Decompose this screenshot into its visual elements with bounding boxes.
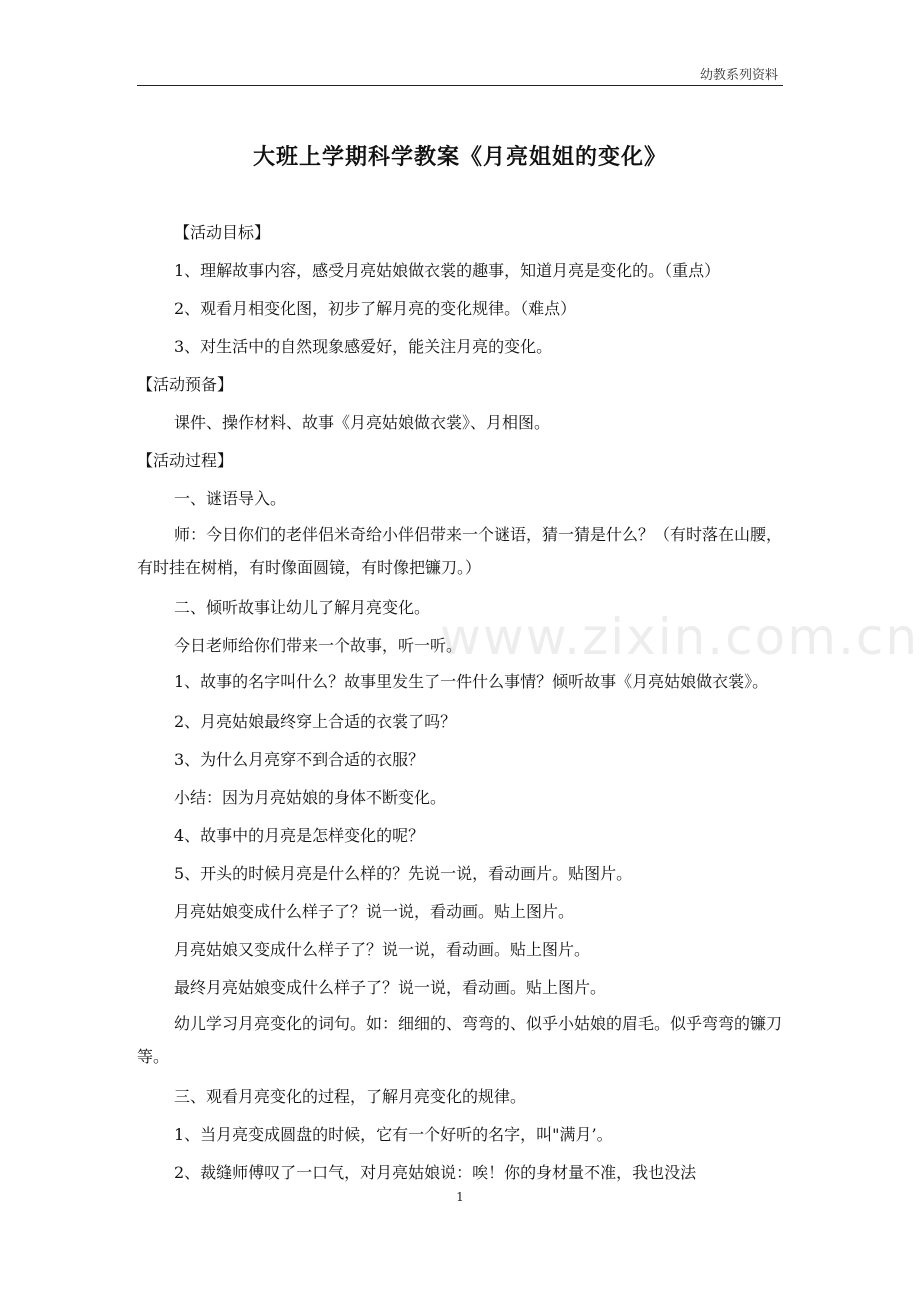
paragraph: 月亮姑娘变成什么样子了？说一说，看动画。贴上图片。	[174, 902, 575, 921]
page-number: 1	[456, 1190, 464, 1204]
paragraph: 2、裁缝师傅叹了一口气，对月亮姑娘说：唉！你的身材量不准，我也没法	[174, 1163, 697, 1182]
paragraph: 月亮姑娘又变成什么样子了？说一说，看动画。贴上图片。	[174, 940, 591, 959]
paragraph: 3、对生活中的自然现象感爱好，能关注月亮的变化。	[174, 337, 553, 356]
paragraph: 2、月亮姑娘最终穿上合适的衣裳了吗？	[174, 712, 457, 731]
section-heading-goals: 【活动目标】	[174, 223, 271, 242]
paragraph: 今日老师给你们带来一个故事，听一听。	[174, 636, 463, 655]
paragraph: 师：今日你们的老伴侣米奇给小伴侣带来一个谜语，猜一猜是什么？（有时落在山腰，有时挂在树梢，有时像面圆镜，有时像把镰刀。）	[137, 525, 783, 577]
paragraph: 5、开头的时候月亮是什么样的？先说一说，看动画片。贴图片。	[174, 864, 633, 883]
section-heading-process: 【活动过程】	[137, 451, 234, 470]
header-rule	[137, 85, 783, 86]
paragraph: 2、观看月相变化图，初步了解月亮的变化规律。（难点）	[174, 299, 577, 318]
document-title: 大班上学期科学教案《月亮姐姐的变化》	[252, 144, 667, 170]
paragraph: 4、故事中的月亮是怎样变化的呢？	[174, 826, 425, 845]
paragraph: 1、故事的名字叫什么？故事里发生了一件什么事情？倾听故事《月亮姑娘做衣裳》。	[174, 672, 769, 691]
document-body	[137, 214, 785, 1192]
paragraph: 小结：因为月亮姑娘的身体不断变化。	[174, 788, 447, 807]
paragraph: 1、理解故事内容，感受月亮姑娘做衣裳的趣事，知道月亮是变化的。（重点）	[174, 261, 721, 280]
paragraph: 三、观看月亮变化的过程，了解月亮变化的规律。	[174, 1087, 527, 1106]
paragraph: 最终月亮姑娘变成什么样子了？说一说，看动画。贴上图片。	[174, 978, 607, 997]
page-header-text: 幼教系列资料	[699, 68, 778, 83]
watermark: www.zixin.com.cn	[440, 608, 920, 666]
paragraph: 3、为什么月亮穿不到合适的衣服？	[174, 750, 425, 769]
paragraph: 二、倾听故事让幼儿了解月亮变化。	[174, 598, 431, 617]
section-heading-preparation: 【活动预备】	[137, 375, 234, 394]
paragraph: 一、谜语导入。	[174, 489, 287, 508]
paragraph: 幼儿学习月亮变化的词句。如：细细的、弯弯的、似乎小姑娘的眉毛。似乎弯弯的镰刀等。	[137, 1014, 783, 1066]
paragraph: 课件、操作材料、故事《月亮姑娘做衣裳》、月相图。	[174, 413, 551, 432]
paragraph: 1、当月亮变成圆盘的时候，它有一个好听的名字，叫"满月’。	[174, 1125, 613, 1144]
